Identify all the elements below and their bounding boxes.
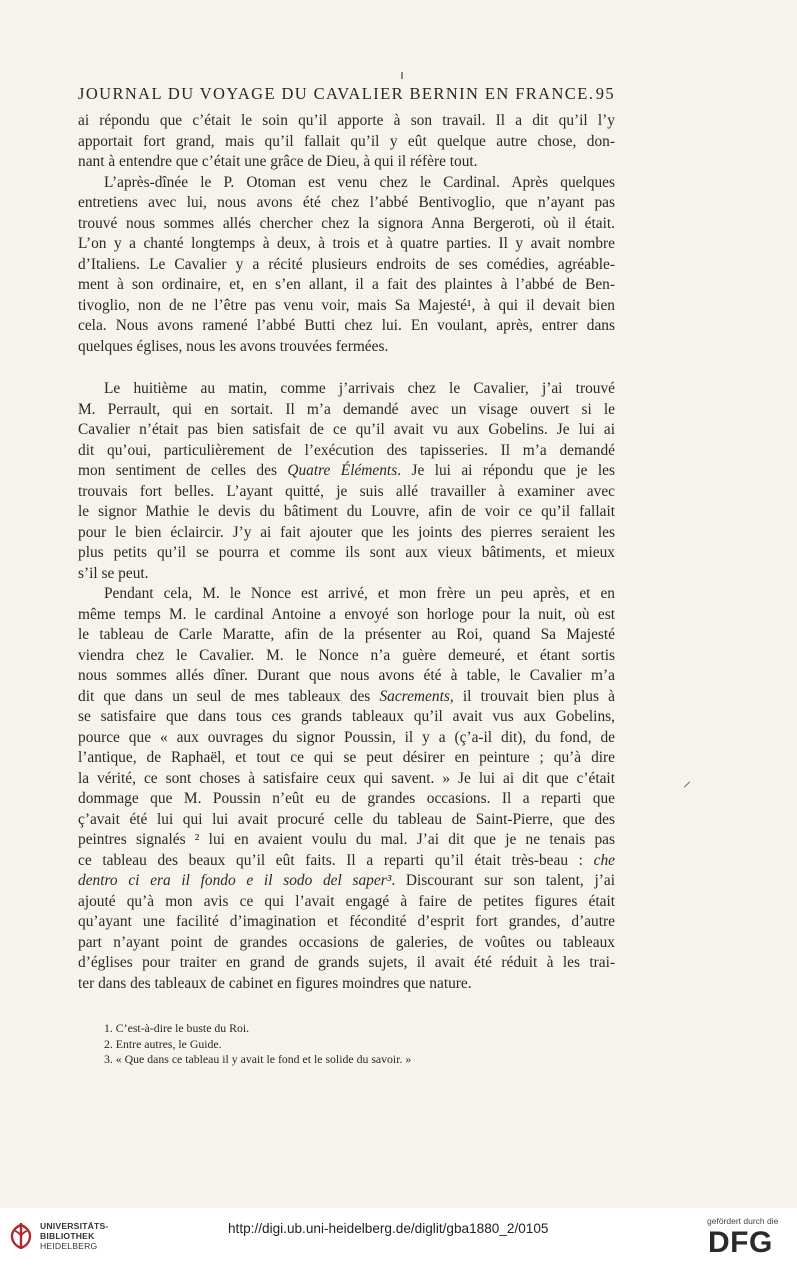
margin-mark <box>684 781 690 787</box>
footnote: 2. Entre autres, le Guide. <box>104 1036 222 1051</box>
text-line: nous sommes allés dîner. Durant que nous avons été à table, le Cavalier m’a <box>78 667 615 684</box>
footnote: 1. C’est-à-dire le buste du Roi. <box>104 1021 250 1035</box>
text-line <box>78 871 615 892</box>
institution-line: UNIVERSITÄTS- <box>40 1221 109 1231</box>
page-number: 95 <box>595 84 615 103</box>
text-line <box>78 461 615 482</box>
text-line: pource que « aux ouvrages du signor Poussin, il y a (ç’a-il dit), du fond, de <box>78 728 615 746</box>
text-line: Pendant cela, M. le Nonce est arrivé, et mon frère un peu après, et en <box>104 585 615 602</box>
text-line: part n’ayant point de grandes occasions de galeries, de voûtes ou tableaux <box>78 933 615 951</box>
text-line: trouvé nous sommes allés chercher chez la signora Anna Bergeroti, où il était. <box>78 214 615 232</box>
text-line: la vérité, ce sont choses à satisfaire ceux qui savent. » Je lui ai dit que c’était <box>78 769 615 787</box>
text-line: l’antique, de Raphaël, et tout ce qui se peut désirer en peinture ; qu’à dire <box>78 749 615 766</box>
body-text <box>78 111 615 1068</box>
dfg-logo: DFG <box>708 1226 773 1259</box>
text-line: nant à entendre que c’était une grâce de Dieu, à qui il réfère tout. <box>78 153 478 170</box>
text-run: . Discourant sur son talent, j’ai <box>391 872 615 889</box>
text-line: se satisfaire que dans tous ces grands tableaux qu’il avait vus aux Gobelins, <box>78 708 615 725</box>
text-line: même temps M. le cardinal Antoine a envoyé son horloge pour la nuit, où est <box>78 605 615 623</box>
text-line: d’Italiens. Le Cavalier y a récité plusieurs endroits de ses comédies, agréable- <box>78 255 615 273</box>
text-line: peintres signalés ² lui en avaient voulu du mal. J’ai dit que je ne tenais pas <box>78 831 615 848</box>
text-line <box>78 851 615 872</box>
scan-mark <box>401 72 403 79</box>
text-line: quelques églises, nous les avons trouvées fermées. <box>78 337 389 355</box>
text-line: qu’ayant une facilité d’imagination et fécondité d’esprit fort grandes, d’autre <box>78 913 615 930</box>
text-line: cela. Nous avons ramené l’abbé Butti chez lui. En voulant, après, entrer dans <box>78 317 615 334</box>
italic-title: Sacrements, <box>379 687 454 705</box>
text-run: dit que dans un seul de mes tableaux des <box>78 687 380 705</box>
text-line: entretiens avec lui, nous avons été chez l’abbé Bentivoglio, que n’ayant pas <box>78 194 615 211</box>
text-line: trouvais fort belles. L’ayant quitté, je suis allé travailler à examiner avec <box>78 482 615 500</box>
text-line: viendra chez le Cavalier. M. le Nonce n’a guère demeuré, et étant sortis <box>78 646 615 664</box>
text-line: L’après-dînée le P. Otoman est venu chez le Cardinal. Après quelques <box>104 173 615 191</box>
text-line: L’on y a chanté longtemps à deux, à trois et à quatre parties. Il y avait nombre <box>78 235 615 252</box>
italic-title: Quatre Éléments <box>287 462 398 479</box>
paragraph-gap <box>78 357 615 379</box>
text-line: Le huitième au matin, comme j’arrivais chez le Cavalier, j’ai trouvé <box>104 380 615 397</box>
running-title: JOURNAL DU VOYAGE DU CAVALIER BERNIN EN FRANCE. <box>78 84 595 103</box>
text-line: ment à son ordinaire, et, en s’en allant, il a fait des plaintes à l’abbé de Ben- <box>78 276 615 293</box>
text-run: ce tableau des beaux qu’il eût faits. Il a reparti qu’il était très-beau : <box>78 851 594 869</box>
text-line: Cavalier n’était pas bien satisfait de ce qu’il avait vu aux Gobelins. Je lui ai <box>78 421 615 438</box>
library-logo-icon <box>8 1221 34 1251</box>
text-line: ajouté qu’à mon avis ce qui l’avait engagé à faire de petites figures était <box>78 892 615 910</box>
institution-line: HEIDELBERG <box>40 1241 98 1251</box>
text-line: ç’avait été lui qui lui avait procuré celle du tableau de Saint-Pierre, que des <box>78 810 615 828</box>
text-line: dommage que M. Poussin n’eût eu de grandes occasions. Il a reparti que <box>78 790 615 807</box>
text-line: le tableau de Carle Maratte, afin de la présenter au Roi, quand Sa Majesté <box>78 626 615 643</box>
text-line: s’il se peut. <box>78 564 149 582</box>
text-line: pour le bien éclaircir. J’y ai fait ajouter que les joints des pierres seraient les <box>78 523 615 541</box>
text-line: tivoglio, non de ne l’être pas venu voir, mais Sa Majesté¹, à qui il devait bien <box>78 296 615 314</box>
text-line: d’églises pour traiter en grand de grands sujets, il avait été réduit à les trai- <box>78 954 615 971</box>
institution-name <box>40 1221 109 1251</box>
permalink[interactable]: http://digi.ub.uni-heidelberg.de/diglit/gba1880_2/0105 <box>228 1221 549 1236</box>
text-line: plus petits qu’il se pourra et comme ils sont aux vieux bâtiments, et mieux <box>78 544 615 561</box>
institution-line: BIBLIOTHEK <box>40 1231 95 1241</box>
text-line: le signor Mathie le devis du bâtiment du Louvre, afin de voir ce qu’il fallait <box>78 503 615 520</box>
text-line: dit qu’oui, particulièrement de l’exécution des tapisseries. Il m’a demandé <box>78 441 615 459</box>
italic-quote: che <box>593 851 615 869</box>
text-line: ter dans des tableaux de cabinet en figures moindres que nature. <box>78 974 472 992</box>
text-line <box>78 687 615 708</box>
text-line: M. Perrault, qui en sortait. Il m’a demandé avec un visage ouvert si le <box>78 400 615 418</box>
footer-bar <box>0 1208 797 1266</box>
italic-quote: dentro ci era il fondo e il sodo del saper³ <box>78 872 392 889</box>
footnote: 3. « Que dans ce tableau il y avait le fond et le solide du savoir. » <box>104 1052 412 1066</box>
funded-by-label: gefördert durch die <box>707 1216 779 1226</box>
text-line: apportait fort grand, mais qu’il fallait qu’il y eût quelque autre chose, don- <box>78 132 615 150</box>
text-run: mon sentiment de celles des <box>78 462 288 479</box>
text-run: . Je lui ai répondu que je les <box>397 462 615 479</box>
footnote-gap <box>78 994 615 1021</box>
text-line: ai répondu que c’était le soin qu’il apporte à son travail. Il a dit qu’il l’y <box>78 112 615 129</box>
text-run: il trouvait bien plus à <box>453 687 615 705</box>
